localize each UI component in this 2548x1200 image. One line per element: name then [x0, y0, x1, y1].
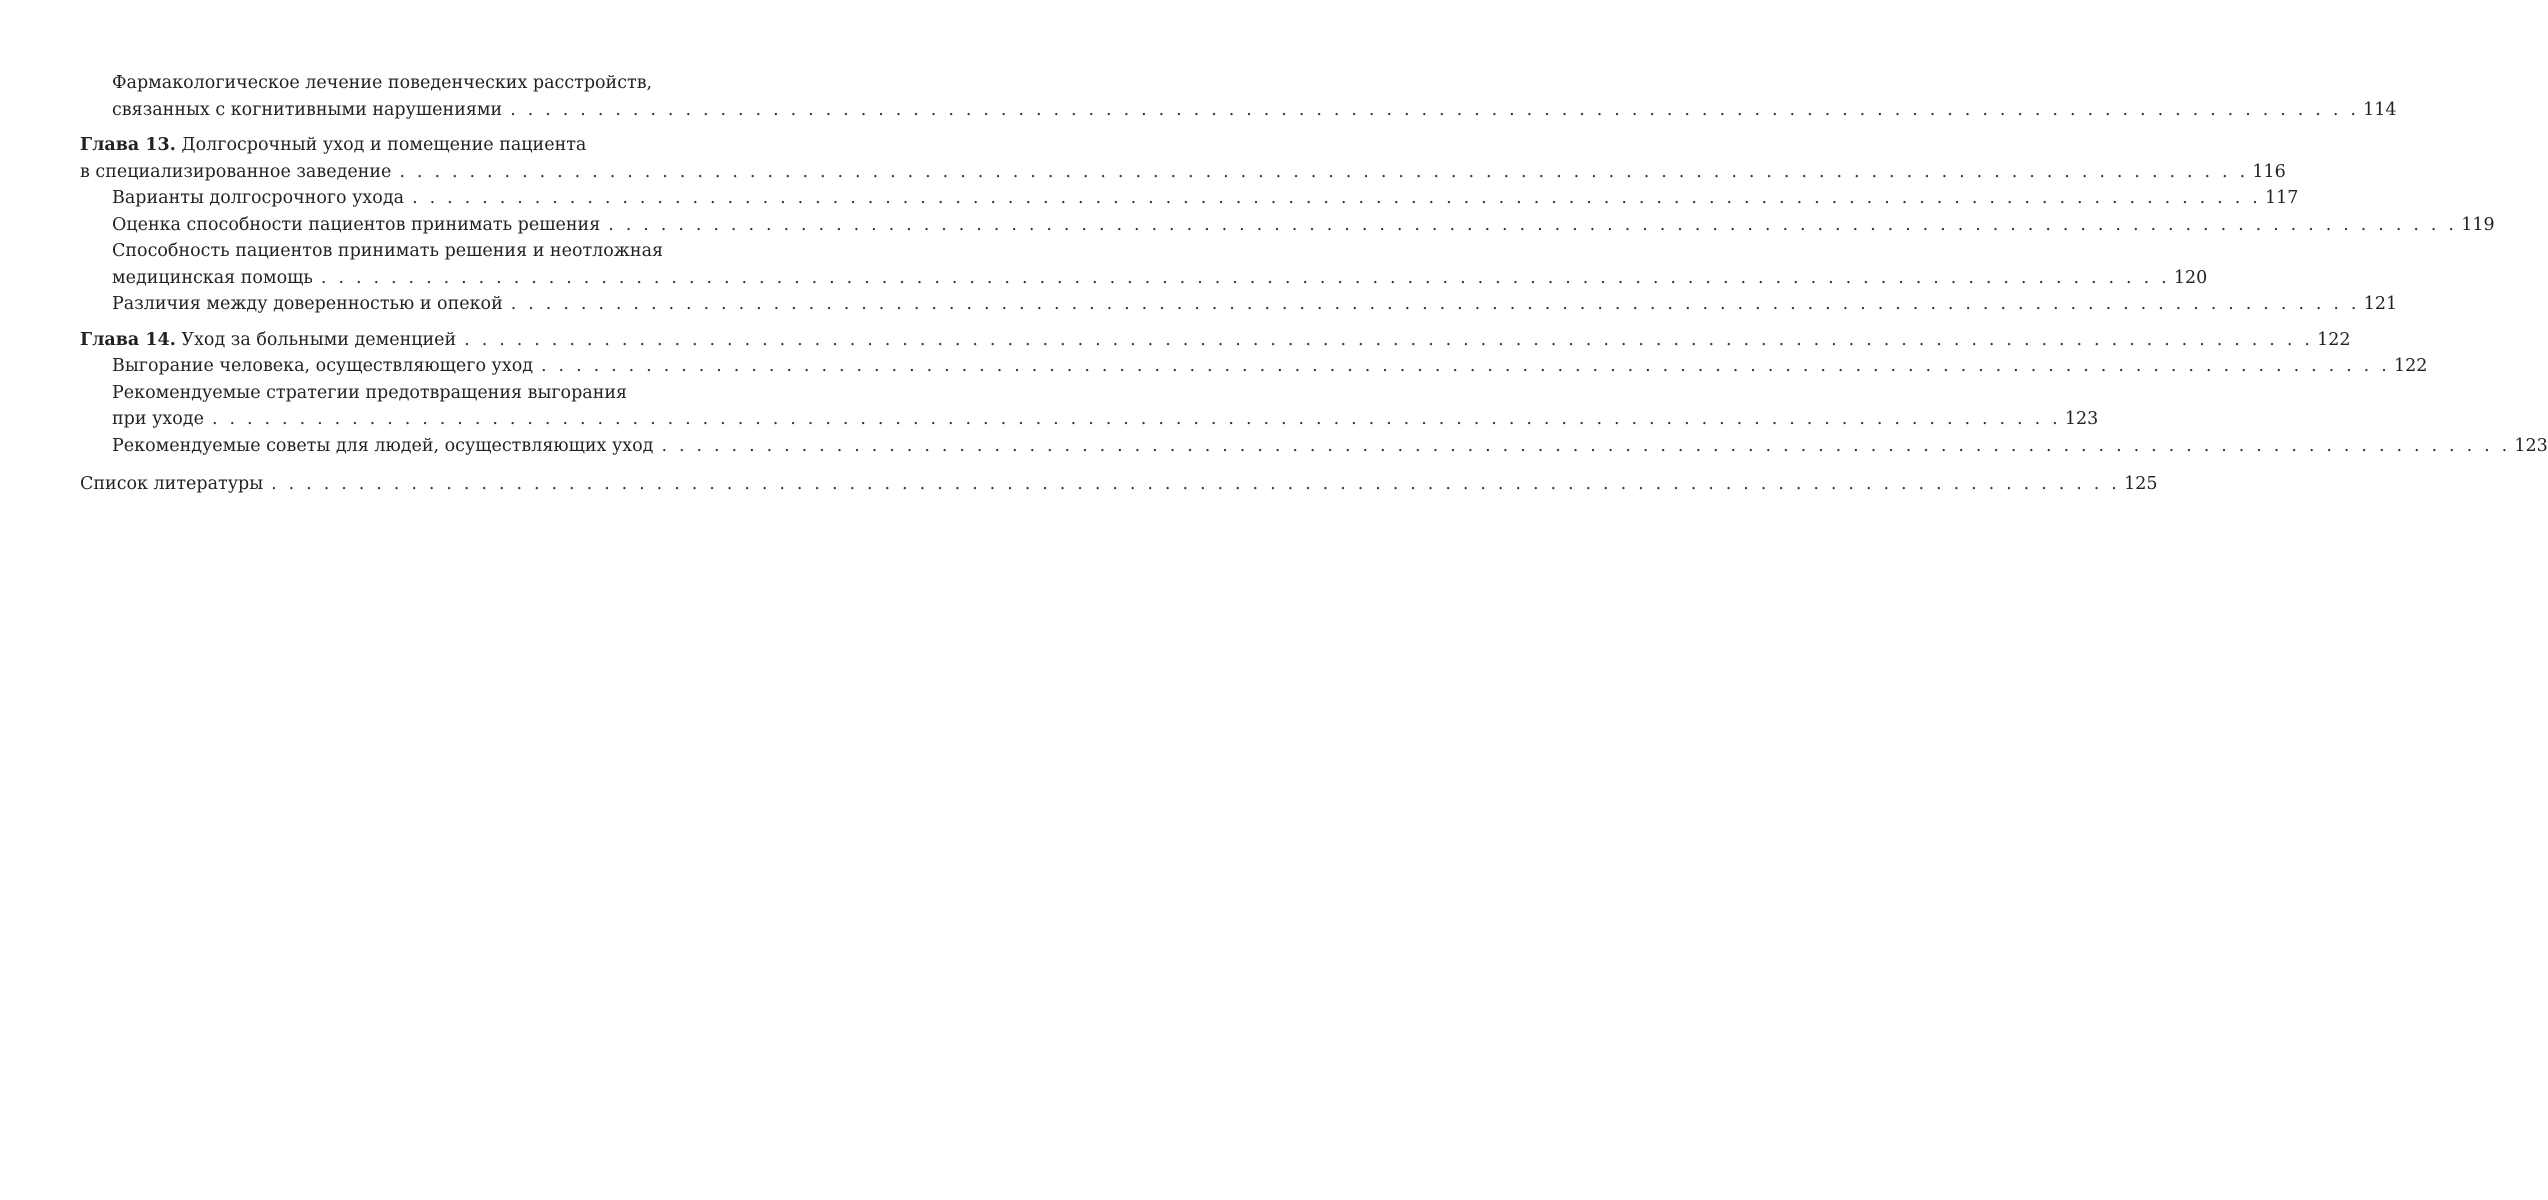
toc-entry-line: [80, 70, 750, 97]
toc-entry-line: [80, 433, 2548, 460]
dot-leader: . . . . . . . . . . . . . . . . . . . . . . . . . . . . . . . . . . . . . . . . . . . . . . . . . . . . . . . . . . . . . . . . . . . . . . . . . . . . . . . . . . . . . . . . . . . . . . . . . . . . . . . . . .: [211, 409, 2061, 429]
toc-entry-line: [80, 406, 2099, 433]
page-number: 125: [2124, 474, 2158, 494]
toc-entry-line: [80, 159, 2286, 186]
toc-entry-title: Список литературы: [80, 474, 264, 494]
toc-entry-line: [80, 291, 2398, 318]
toc-entry-long-term-care-options[interactable]: [80, 185, 2299, 212]
page-number: 117: [2265, 188, 2299, 208]
toc-entry-burnout-prevention-strategies[interactable]: [80, 380, 2099, 433]
toc-entry-title: Рекомендуемые советы для людей, осуществляющих уход: [112, 435, 654, 456]
toc-entry-line: [80, 327, 2351, 354]
chapter-title-line1: Долгосрочный уход и помещение пациента: [181, 135, 587, 155]
toc-entry-line: [80, 97, 2397, 124]
toc-entry-title-line2: связанных с когнитивными нарушениями: [112, 99, 503, 120]
toc-entry-title: Варианты долгосрочного ухода: [112, 188, 405, 208]
toc-entry-pharmacological-treatment[interactable]: [80, 70, 2397, 123]
page-number: 121: [2363, 294, 2398, 314]
dot-leader: . . . . . . . . . . . . . . . . . . . . . . . . . . . . . . . . . . . . . . . . . . . . . . . . . . . . . . . . . . . . . . . . . . . . . . . . . . . . . . . . . . . . . . . . . . . . . . . . . . . . . . . . . .: [661, 435, 2511, 456]
toc-entry-decision-capacity-emergency[interactable]: [80, 238, 2208, 291]
chapter-heading: [80, 132, 586, 159]
toc-entry-power-of-attorney-vs-guardianship[interactable]: [80, 291, 2398, 318]
chapter-label: Глава 14.: [80, 329, 176, 350]
toc-entry-line: [80, 353, 2428, 380]
toc-entry-references[interactable]: [80, 471, 2158, 498]
toc-entry-line: [80, 265, 2208, 292]
toc-entry-title-line1: Способность пациентов принимать решения и неотложная: [112, 241, 664, 261]
chapter-label: Глава 13.: [80, 135, 176, 155]
dot-leader: . . . . . . . . . . . . . . . . . . . . . . . . . . . . . . . . . . . . . . . . . . . . . . . . . . . . . . . . . . . . . . . . . . . . . . . . . . . . . . . . . . . . . . . . . . . . . . . . . . . . . . . . . .: [510, 294, 2360, 314]
toc-entry-title-line1: Фармакологическое лечение поведенческих расстройств,: [112, 73, 653, 93]
table-of-contents: [80, 70, 2548, 498]
dot-leader: . . . . . . . . . . . . . . . . . . . . . . . . . . . . . . . . . . . . . . . . . . . . . . . . . . . . . . . . . . . . . . . . . . . . . . . . . . . . . . . . . . . . . . . . . . . . . . . . . . . . . . . . . .: [464, 329, 2314, 350]
toc-entry-line: [80, 380, 750, 407]
dot-leader: . . . . . . . . . . . . . . . . . . . . . . . . . . . . . . . . . . . . . . . . . . . . . . . . . . . . . . . . . . . . . . . . . . . . . . . . . . . . . . . . . . . . . . . . . . . . . . . . . . . . . . . . . .: [412, 188, 2262, 208]
toc-chapter-14[interactable]: [80, 327, 2351, 354]
dot-leader: . . . . . . . . . . . . . . . . . . . . . . . . . . . . . . . . . . . . . . . . . . . . . . . . . . . . . . . . . . . . . . . . . . . . . . . . . . . . . . . . . . . . . . . . . . . . . . . . . . . . . . . . . .: [320, 267, 2170, 288]
toc-entry-title-line2: при уходе: [112, 409, 204, 429]
page-number: 123: [2064, 409, 2099, 429]
toc-chapter-13[interactable]: [80, 132, 2286, 185]
dot-leader: . . . . . . . . . . . . . . . . . . . . . . . . . . . . . . . . . . . . . . . . . . . . . . . . . . . . . . . . . . . . . . . . . . . . . . . . . . . . . . . . . . . . . . . . . . . . . . . . . . . . . . . . . .: [608, 214, 2458, 235]
dot-leader: . . . . . . . . . . . . . . . . . . . . . . . . . . . . . . . . . . . . . . . . . . . . . . . . . . . . . . . . . . . . . . . . . . . . . . . . . . . . . . . . . . . . . . . . . . . . . . . . . . . . . . . . . .: [510, 99, 2360, 120]
toc-entry-line: [80, 471, 2158, 498]
page-number: 122: [2393, 356, 2428, 376]
page-number: 119: [2461, 214, 2495, 235]
toc-entry-title: Оценка способности пациентов принимать решения: [112, 214, 601, 235]
page-number: 122: [2317, 329, 2351, 350]
toc-entry-title-line1: Рекомендуемые стратегии предотвращения выгорания: [112, 382, 628, 403]
toc-entry-title: Различия между доверенностью и опекой: [112, 294, 503, 314]
page-number: 114: [2363, 99, 2397, 120]
toc-entry-decision-capacity-assessment[interactable]: [80, 212, 2495, 239]
dot-leader: . . . . . . . . . . . . . . . . . . . . . . . . . . . . . . . . . . . . . . . . . . . . . . . . . . . . . . . . . . . . . . . . . . . . . . . . . . . . . . . . . . . . . . . . . . . . . . . . . . . . . . . . . .: [271, 474, 2121, 494]
page-number: 116: [2252, 161, 2286, 182]
page-number: 123: [2514, 435, 2548, 456]
toc-entry-caregiver-tips[interactable]: [80, 433, 2548, 460]
dot-leader: . . . . . . . . . . . . . . . . . . . . . . . . . . . . . . . . . . . . . . . . . . . . . . . . . . . . . . . . . . . . . . . . . . . . . . . . . . . . . . . . . . . . . . . . . . . . . . . . . . . . . . . . . .: [541, 356, 2390, 376]
dot-leader: . . . . . . . . . . . . . . . . . . . . . . . . . . . . . . . . . . . . . . . . . . . . . . . . . . . . . . . . . . . . . . . . . . . . . . . . . . . . . . . . . . . . . . . . . . . . . . . . . . . . . . . . . .: [399, 161, 2249, 182]
chapter-heading: [80, 327, 456, 354]
toc-entry-line: [80, 212, 2495, 239]
toc-entry-line: [80, 185, 2299, 212]
toc-entry-title-line2: медицинская помощь: [112, 267, 313, 288]
chapter-title: Уход за больными деменцией: [181, 329, 457, 350]
page-number: 120: [2173, 267, 2208, 288]
toc-entry-title: Выгорание человека, осуществляющего уход: [112, 356, 534, 376]
chapter-title-line2: в специализированное заведение: [80, 161, 392, 182]
toc-entry-caregiver-burnout[interactable]: [80, 353, 2428, 380]
toc-entry-line: [80, 132, 750, 159]
toc-entry-line: [80, 238, 750, 265]
